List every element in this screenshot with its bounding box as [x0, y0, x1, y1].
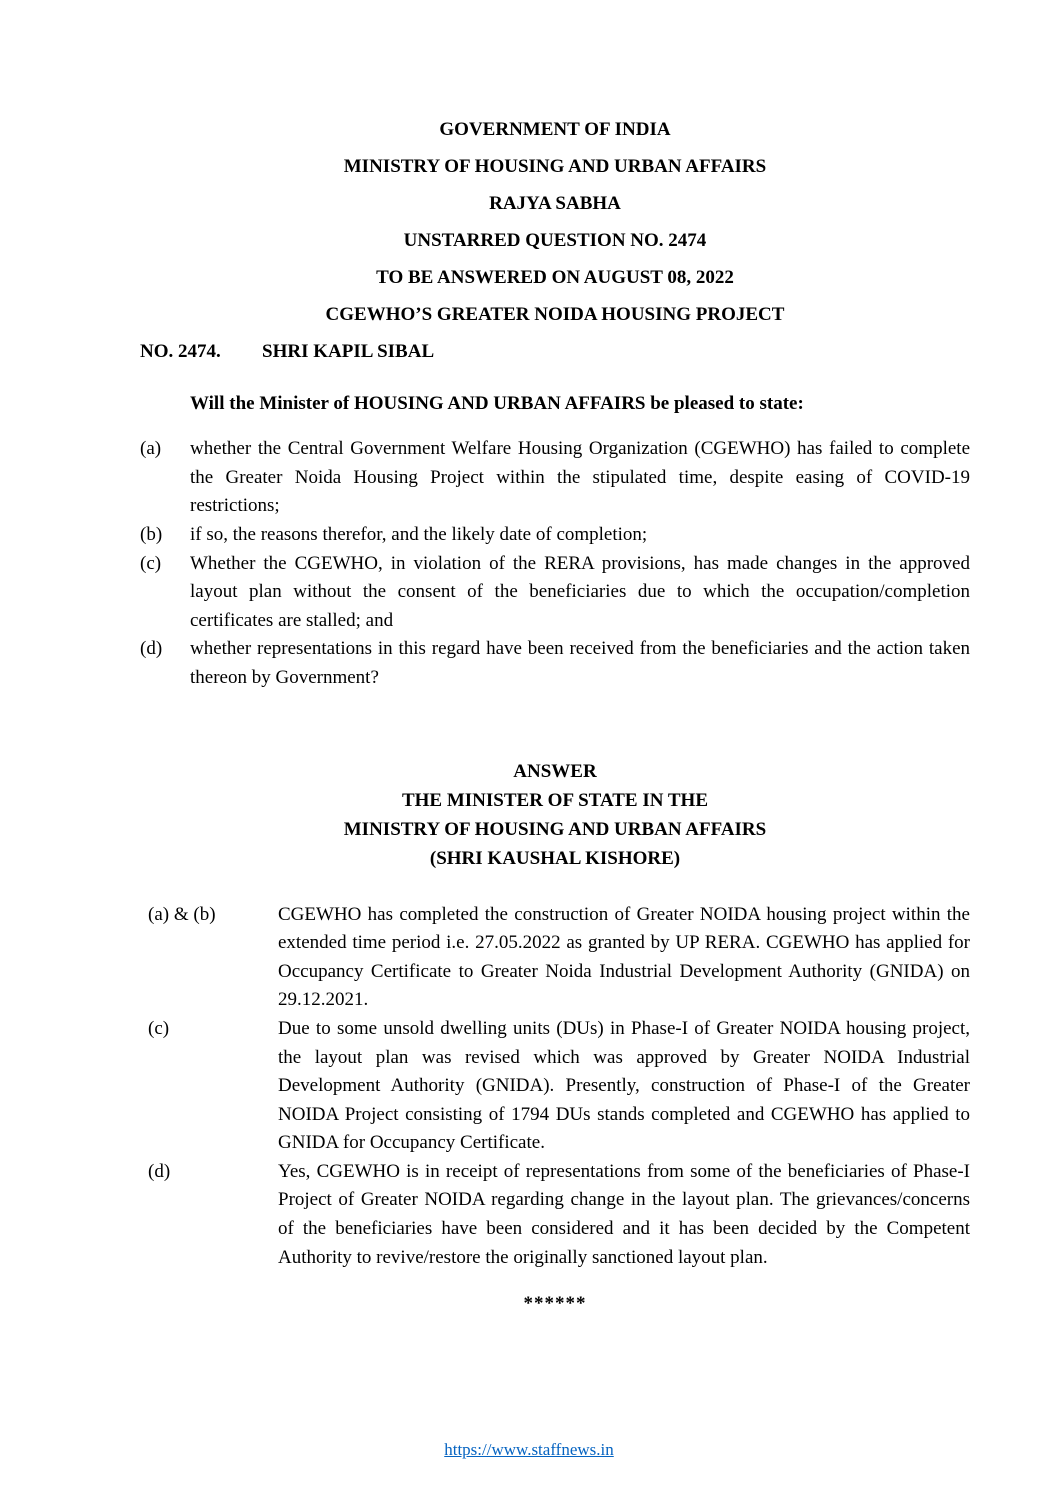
answer-item-a-b: [140, 901, 970, 1015]
question-asker: SHRI KAPIL SIBAL: [262, 341, 435, 362]
end-separator: ******: [523, 1293, 587, 1315]
question-item-text: Whether the CGEWHO, in violation of the RERA provisions, has made changes in the approved layout plan without the consent of the beneficiaries due to which the occupation/completion certificates are stalled; and: [190, 552, 970, 631]
question-item-label: (c): [140, 552, 162, 574]
document-header: [140, 116, 970, 329]
question-item-text: whether the Central Government Welfare Housing Organization (CGEWHO) has failed to complete the Greater Noida Housing Project within the stipulated time, despite easing of COVID-19 restrictions;: [190, 438, 970, 517]
question-item-text: whether representations in this regard have been received from the beneficiaries and the action taken thereon by Government?: [190, 638, 970, 688]
answer-item-d: [140, 1158, 970, 1272]
question-items: [140, 435, 970, 692]
footer-link[interactable]: https://www.staffnews.in: [444, 1440, 614, 1459]
header-line-subject: CGEWHO’S GREATER NOIDA HOUSING PROJECT: [325, 304, 785, 325]
question-item-a: [140, 435, 970, 521]
answer-item-label: (d): [148, 1160, 171, 1182]
header-line-house: RAJYA SABHA: [489, 193, 621, 214]
header-line-answer-date: TO BE ANSWERED ON AUGUST 08, 2022: [376, 267, 734, 288]
answer-item-label: (a) & (b): [148, 903, 216, 925]
answer-minister-line: THE MINISTER OF STATE IN THE: [401, 789, 708, 811]
question-number: NO. 2474.: [140, 341, 221, 362]
answer-ministry-line: MINISTRY OF HOUSING AND URBAN AFFAIRS: [343, 818, 767, 840]
answer-minister-name: (SHRI KAUSHAL KISHORE): [429, 847, 681, 869]
question-item-c: [140, 550, 970, 636]
answer-item-text: Due to some unsold dwelling units (DUs) in Phase-I of Greater NOIDA housing project, the layout plan was revised which was approved by Greater NOIDA Industrial Development Authority (GNIDA). Presently, construction of Phase-I of the Greater NOIDA Project consisting of 1794 DUs stands completed and CGEWHO has applied to GNIDA for Occupancy Certificate.: [278, 1017, 970, 1154]
question-heading: [140, 338, 970, 367]
answer-heading-block: [140, 757, 970, 873]
answer-item-text: Yes, CGEWHO is in receipt of representations from some of the beneficiaries of Phase-I Project of Greater NOIDA regarding change in the layout plan. The grievances/concerns of the beneficiaries have been considered and it has been decided by the Competent Authority to revive/restore the originally sanctioned layout plan.: [278, 1160, 970, 1268]
question-item-text: if so, the reasons therefor, and the likely date of completion;: [190, 523, 648, 545]
answer-title: ANSWER: [513, 760, 597, 782]
answer-item-text: CGEWHO has completed the construction of Greater NOIDA housing project within the extended time period i.e. 27.05.2022 as granted by UP RERA. CGEWHO has applied for Occupancy Certificate to Greater Noida Industrial Development Authority (GNIDA) on 29.12.2021.: [278, 903, 970, 1011]
header-line-government: GOVERNMENT OF INDIA: [439, 119, 671, 140]
answer-item-c: [140, 1015, 970, 1158]
question-item-b: [140, 521, 970, 550]
footer: [0, 1440, 1058, 1460]
header-line-question-no: UNSTARRED QUESTION NO. 2474: [403, 230, 707, 251]
question-item-label: (d): [140, 638, 163, 660]
question-item-label: (a): [140, 438, 162, 460]
question-item-label: (b): [140, 523, 163, 545]
answer-items: [140, 901, 970, 1273]
header-line-ministry: MINISTRY OF HOUSING AND URBAN AFFAIRS: [343, 156, 767, 177]
answer-item-label: (c): [148, 1017, 170, 1039]
question-intro: Will the Minister of HOUSING AND URBAN AFFAIRS be pleased to state:: [190, 392, 804, 414]
question-item-d: [140, 635, 970, 692]
